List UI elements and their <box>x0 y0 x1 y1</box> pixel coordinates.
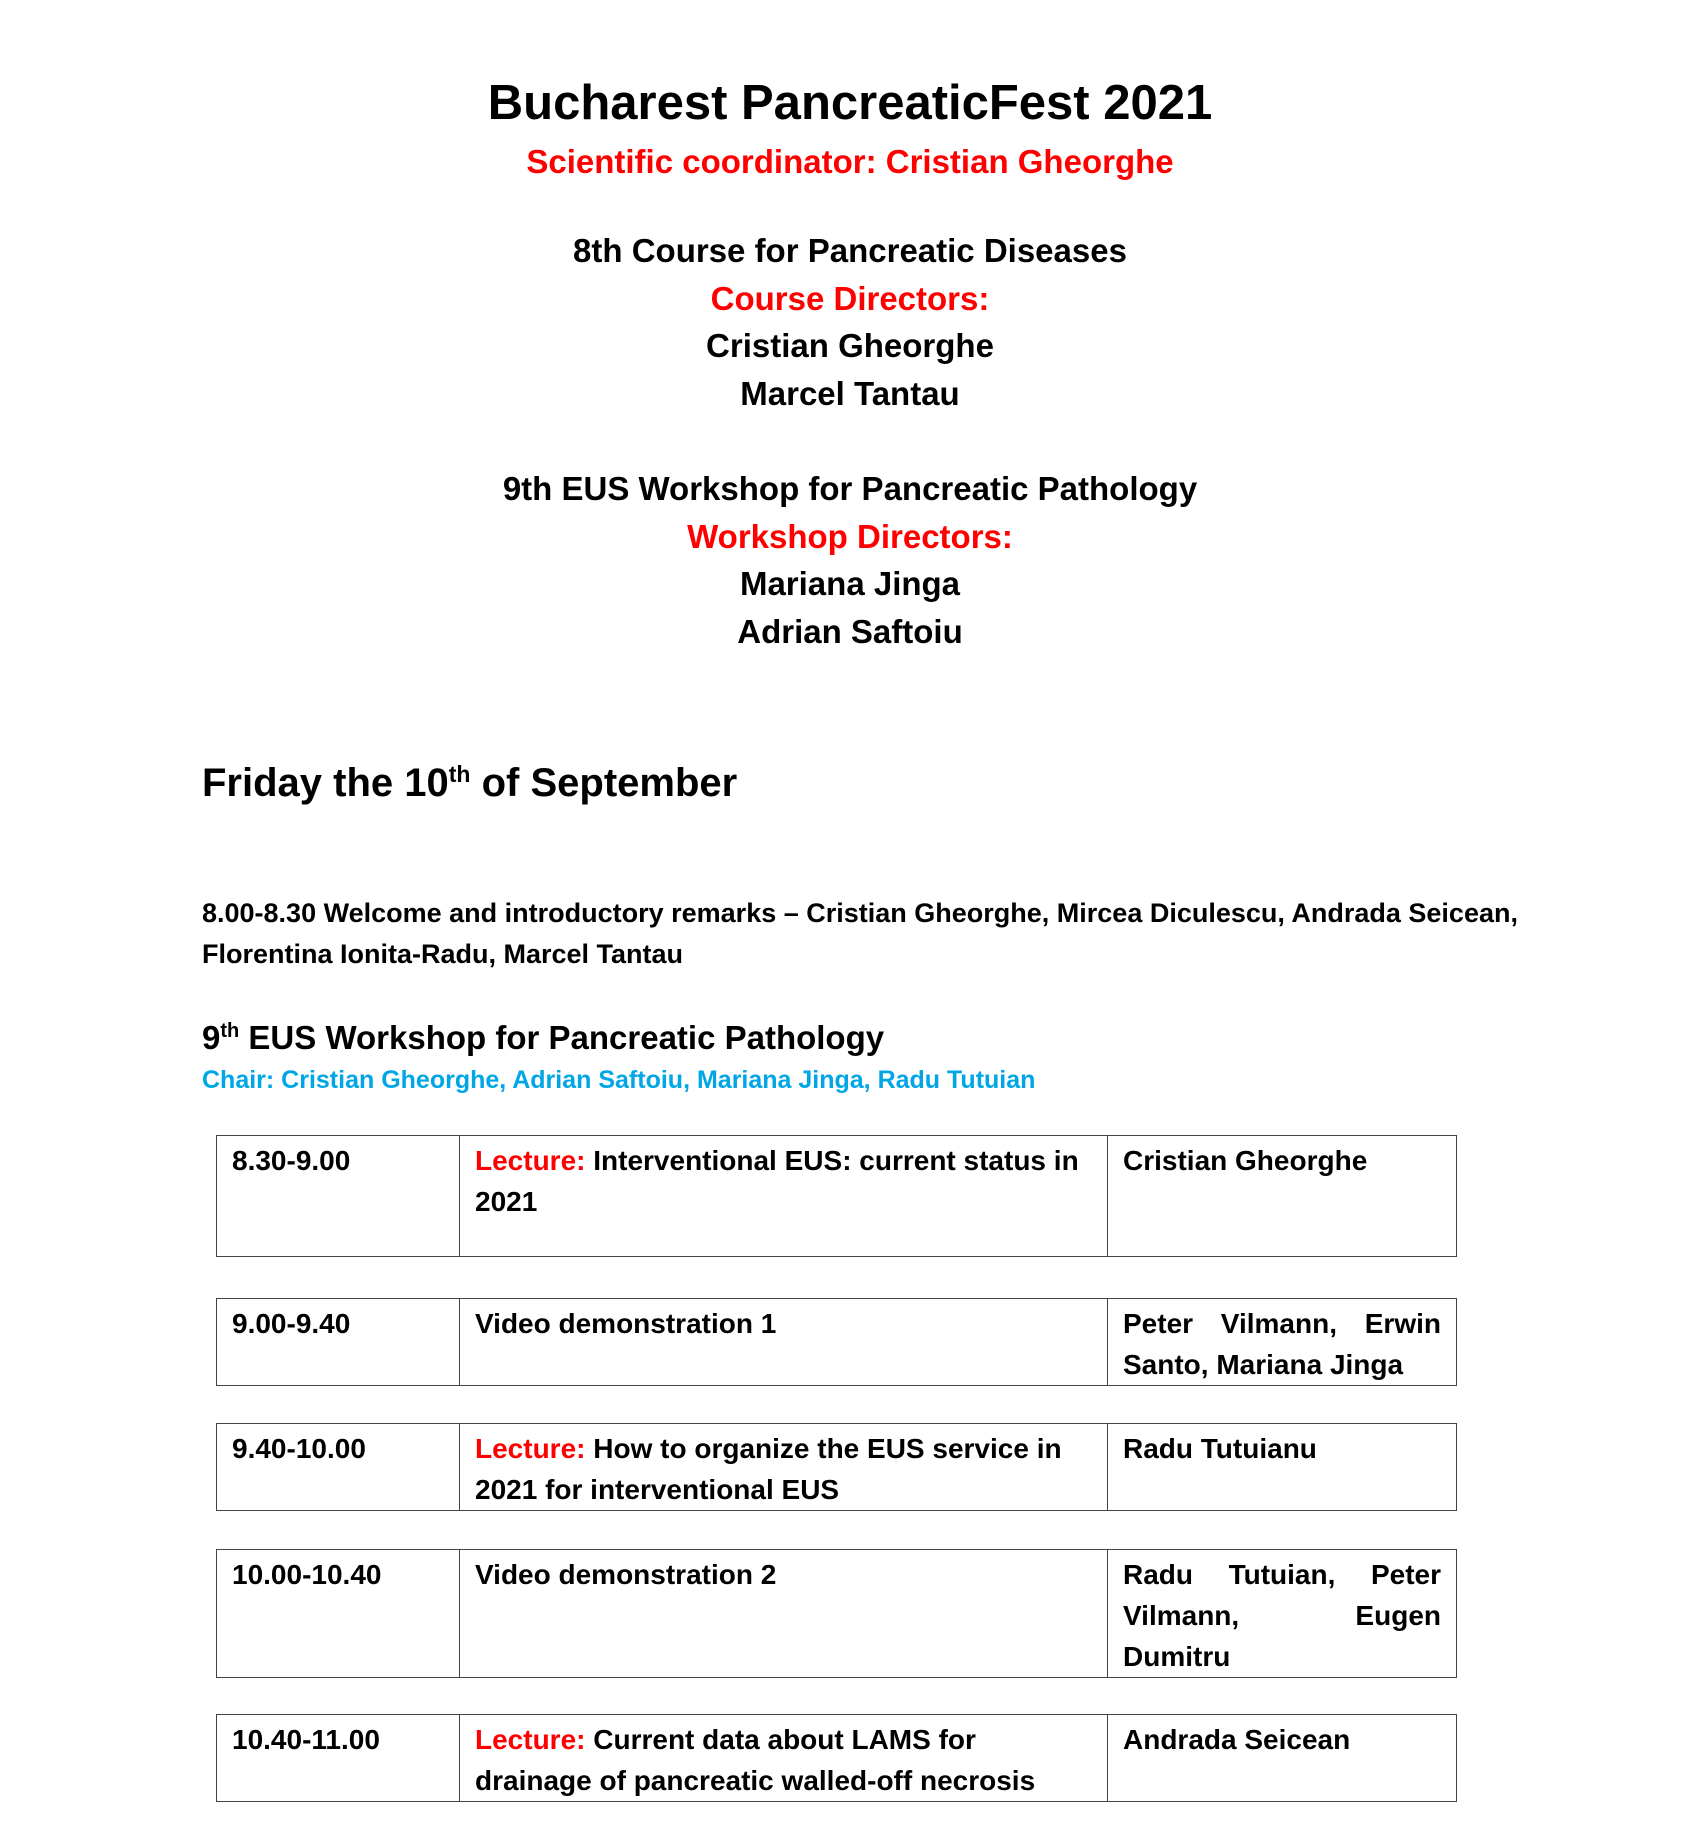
topic-cell: Lecture: Interventional EUS: current status in 2021 <box>460 1136 1108 1257</box>
welcome-remarks: 8.00-8.30 Welcome and introductory remarks – Cristian Gheorghe, Mircea Diculescu, Andrada Seicean, Florentina Ionita-Radu, Marcel Tantau <box>202 898 1518 969</box>
time-cell: 9.40-10.00 <box>217 1424 460 1511</box>
lecture-label: Lecture: <box>475 1433 586 1464</box>
course-director: Cristian Gheorghe <box>706 327 994 364</box>
speaker-cell: Radu Tutuianu <box>1108 1424 1457 1511</box>
workshop-name: 9th EUS Workshop for Pancreatic Pathology <box>502 470 1198 507</box>
time-cell: 8.30-9.00 <box>217 1136 460 1257</box>
speaker-cell: Radu Tutuian, Peter Vilmann, Eugen Dumitru <box>1108 1550 1457 1678</box>
course-name: 8th Course for Pancreatic Diseases <box>573 232 1127 269</box>
lecture-label: Lecture: <box>475 1145 586 1176</box>
schedule-table <box>216 1423 1457 1511</box>
topic-cell: Video demonstration 2 <box>460 1550 1108 1678</box>
topic-cell: Lecture: Current data about LAMS for drainage of pancreatic walled-off necrosis <box>460 1715 1108 1802</box>
workshop-director: Adrian Saftoiu <box>737 613 963 650</box>
page-title: Bucharest PancreaticFest 2021 <box>487 76 1213 130</box>
schedule-table <box>216 1549 1457 1678</box>
speaker-cell: Peter Vilmann, Erwin Santo, Mariana Jinga <box>1108 1299 1457 1386</box>
schedule-table <box>216 1714 1457 1802</box>
schedule-table <box>216 1298 1457 1386</box>
workshop-directors-label: Workshop Directors: <box>687 518 1013 555</box>
workshop-director: Mariana Jinga <box>739 565 961 602</box>
time-cell: 10.40-11.00 <box>217 1715 460 1802</box>
speaker-cell: Cristian Gheorghe <box>1108 1136 1457 1257</box>
day-heading: Friday the 10th of September <box>202 761 738 805</box>
section-chair: Chair: Cristian Gheorghe, Adrian Saftoiu, Mariana Jinga, Radu Tutuian <box>202 1066 1036 1094</box>
course-directors-label: Course Directors: <box>710 280 990 317</box>
table-row <box>217 1550 1457 1678</box>
time-cell: 10.00-10.40 <box>217 1550 460 1678</box>
schedule-table <box>216 1135 1457 1257</box>
speaker-cell: Andrada Seicean <box>1108 1715 1457 1802</box>
scientific-coordinator: Scientific coordinator: Cristian Gheorghe <box>526 143 1174 180</box>
lecture-label: Lecture: <box>475 1724 586 1755</box>
time-cell: 9.00-9.40 <box>217 1299 460 1386</box>
table-row <box>217 1136 1457 1257</box>
topic-cell: Lecture: How to organize the EUS service in 2021 for interventional EUS <box>460 1424 1108 1511</box>
course-director: Marcel Tantau <box>740 375 960 412</box>
topic-cell: Video demonstration 1 <box>460 1299 1108 1386</box>
section-heading: 9th EUS Workshop for Pancreatic Pathology <box>202 1019 885 1056</box>
table-row <box>217 1715 1457 1802</box>
table-row <box>217 1299 1457 1386</box>
table-row <box>217 1424 1457 1511</box>
